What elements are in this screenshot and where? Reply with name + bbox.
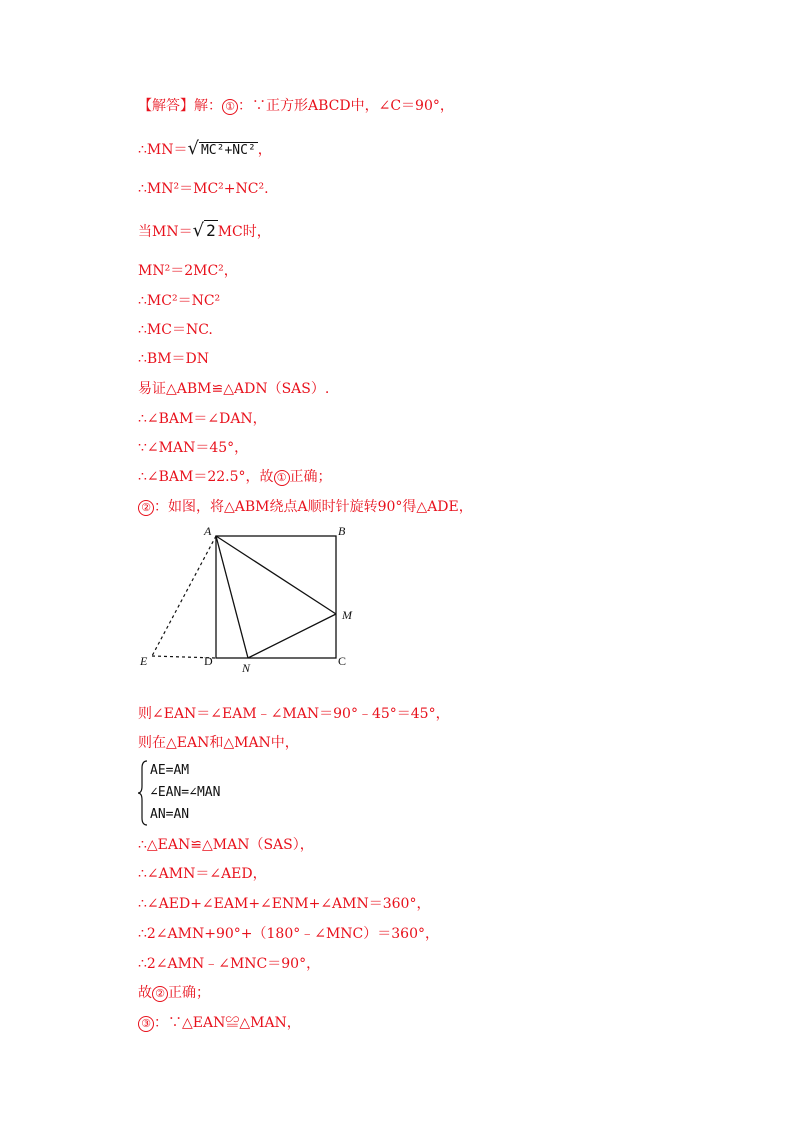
- system-line-3: AN=AN: [150, 807, 190, 822]
- circled-number-2: ②: [138, 500, 154, 516]
- line-text: ：如图，将△ABM绕点A顺时针旋转90°得△ADE，: [154, 499, 473, 515]
- left-brace-icon: [138, 760, 148, 826]
- label-e: E: [140, 654, 148, 668]
- sqrt-2: [192, 220, 218, 241]
- line-text: ，: [257, 142, 272, 158]
- line-10: ∴∠BAM＝∠DAN，: [138, 411, 267, 427]
- solution-header: [138, 97, 454, 115]
- line-text: ：∵正方形ABCD中，∠C＝90°，: [238, 98, 454, 114]
- line-7: ∴MC＝NC.: [138, 322, 213, 338]
- segment-ae-dashed: [152, 536, 216, 656]
- line-22: [138, 1014, 301, 1032]
- equation-system: [138, 760, 220, 826]
- circled-number-2: ②: [152, 986, 168, 1002]
- line-text: ∴∠BAM＝22.5°，故: [138, 469, 274, 485]
- circled-number-1: ①: [222, 99, 238, 115]
- label-n: N: [242, 661, 251, 675]
- system-line-1: AE=AM: [150, 763, 190, 778]
- line-5: MN²＝2MC²，: [138, 263, 238, 279]
- line-text: MC时，: [217, 224, 271, 240]
- radicand: MC²+NC²: [200, 143, 256, 158]
- radical-sign-icon: √: [192, 220, 205, 241]
- line-8: ∴BM＝DN: [138, 351, 210, 367]
- line-21: [138, 984, 210, 1002]
- line-mn-sqrt: [138, 140, 272, 160]
- line-9: 易证△ABM≌△ADN（SAS）.: [138, 381, 330, 397]
- line-12: [138, 468, 332, 486]
- geometry-figure: [130, 522, 370, 682]
- line-text: ：∵△EAN≌△MAN，: [154, 1015, 301, 1031]
- system-line-2: ∠EAN=∠MAN: [150, 785, 221, 800]
- label-b: B: [338, 524, 346, 538]
- label-c: C: [338, 654, 347, 668]
- label-m: M: [342, 608, 352, 622]
- solution-label: 【解答】解：: [138, 98, 222, 114]
- label-a: A: [204, 524, 212, 538]
- line-18: ∴∠AED+∠EAM+∠ENM+∠AMN＝360°，: [138, 896, 431, 912]
- line-3: ∴MN²＝MC²+NC².: [138, 181, 269, 197]
- label-d: D: [204, 654, 213, 668]
- line-text: 正确；: [289, 469, 332, 485]
- square-abcd: [216, 536, 336, 658]
- radical-sign-icon: √: [187, 138, 199, 159]
- line-text: 故: [138, 985, 152, 1001]
- line-text: ∴MN＝: [138, 142, 188, 158]
- line-17: ∴∠AMN＝∠AED，: [138, 866, 267, 882]
- circled-number-1: ①: [274, 470, 290, 486]
- sqrt-expression: [187, 138, 258, 159]
- line-14: 则∠EAN＝∠EAM﹣∠MAN＝90°﹣45°＝45°，: [138, 706, 450, 722]
- line-text: 正确；: [168, 985, 210, 1001]
- line-20: ∴2∠AMN﹣∠MNC＝90°，: [138, 956, 321, 972]
- line-16: ∴△EAN≌△MAN（SAS），: [138, 837, 314, 853]
- line-13: [138, 498, 473, 516]
- line-15: 则在△EAN和△MAN中，: [138, 735, 299, 751]
- line-4: [138, 222, 271, 242]
- line-19: ∴2∠AMN+90°+（180°﹣∠MNC）＝360°，: [138, 926, 439, 942]
- radicand: 2: [206, 221, 216, 240]
- circled-number-3: ③: [138, 1016, 154, 1032]
- line-text: 当MN＝: [138, 224, 193, 240]
- line-6: ∴MC²＝NC²: [138, 293, 221, 309]
- line-11: ∵∠MAN＝45°，: [138, 440, 249, 456]
- segment-nm: [248, 614, 336, 658]
